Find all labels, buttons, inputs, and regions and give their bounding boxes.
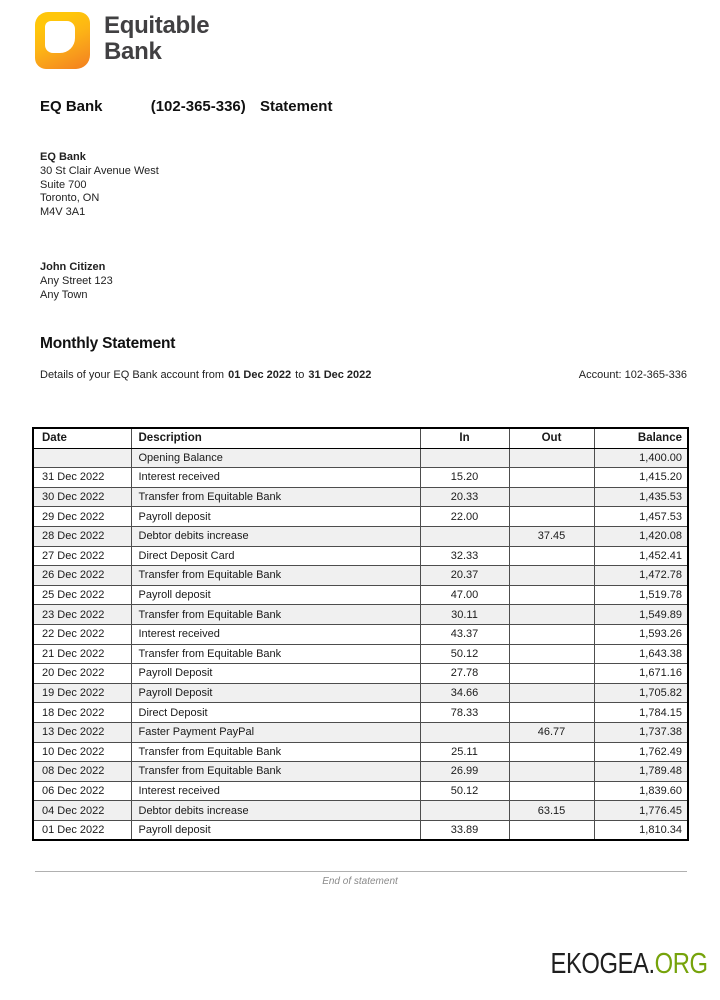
cell-in: 78.33	[420, 703, 509, 723]
cell-description: Debtor debits increase	[131, 801, 420, 821]
bank-address-block	[40, 151, 159, 220]
cell-date: 10 Dec 2022	[33, 742, 131, 762]
cell-date: 31 Dec 2022	[33, 468, 131, 488]
ekogea-watermark	[551, 948, 708, 981]
cell-balance: 1,762.49	[594, 742, 688, 762]
cell-description: Payroll deposit	[131, 507, 420, 527]
cell-date: 04 Dec 2022	[33, 801, 131, 821]
cell-balance: 1,457.53	[594, 507, 688, 527]
cell-date: 26 Dec 2022	[33, 566, 131, 586]
cell-out	[509, 683, 594, 703]
cell-out: 63.15	[509, 801, 594, 821]
cell-description: Transfer from Equitable Bank	[131, 566, 420, 586]
cell-description: Opening Balance	[131, 448, 420, 468]
table-row	[33, 762, 688, 782]
table-row	[33, 605, 688, 625]
cell-in: 20.37	[420, 566, 509, 586]
cell-date: 29 Dec 2022	[33, 507, 131, 527]
cell-in: 33.89	[420, 820, 509, 840]
customer-name: John Citizen	[40, 261, 106, 273]
table-row	[33, 781, 688, 801]
header-balance: Balance	[594, 428, 688, 448]
section-heading: Monthly Statement	[40, 335, 176, 352]
table-row	[33, 703, 688, 723]
cell-out	[509, 624, 594, 644]
table-row	[33, 820, 688, 840]
bank-address-line: M4V 3A1	[40, 206, 86, 219]
cell-balance: 1,472.78	[594, 566, 688, 586]
cell-in	[420, 722, 509, 742]
cell-description: Faster Payment PayPal	[131, 722, 420, 742]
cell-out: 46.77	[509, 722, 594, 742]
cell-in: 47.00	[420, 585, 509, 605]
header-in: In	[420, 428, 509, 448]
table-row	[33, 683, 688, 703]
cell-balance: 1,810.34	[594, 820, 688, 840]
table-row	[33, 585, 688, 605]
end-of-statement-text: End of statement	[322, 876, 398, 887]
cell-description: Payroll Deposit	[131, 683, 420, 703]
cell-date: 25 Dec 2022	[33, 585, 131, 605]
cell-out	[509, 468, 594, 488]
cell-balance: 1,784.15	[594, 703, 688, 723]
cell-in: 25.11	[420, 742, 509, 762]
cell-out	[509, 820, 594, 840]
table-row	[33, 468, 688, 488]
table-row	[33, 546, 688, 566]
statement-title-label: Statement	[259, 98, 333, 115]
cell-date: 18 Dec 2022	[33, 703, 131, 723]
cell-in: 27.78	[420, 664, 509, 684]
wordmark-line1: Equitable	[104, 12, 210, 39]
cell-date: 08 Dec 2022	[33, 762, 131, 782]
table-row	[33, 448, 688, 468]
statement-title-bank: EQ Bank	[40, 98, 103, 115]
cell-balance: 1,671.16	[594, 664, 688, 684]
table-row	[33, 664, 688, 684]
cell-out	[509, 566, 594, 586]
cell-date: 23 Dec 2022	[33, 605, 131, 625]
table-row	[33, 722, 688, 742]
bank-address-line: Suite 700	[40, 178, 87, 191]
cell-in: 50.12	[420, 781, 509, 801]
cell-balance: 1,839.60	[594, 781, 688, 801]
cell-date: 27 Dec 2022	[33, 546, 131, 566]
cell-description: Interest received	[131, 468, 420, 488]
cell-description: Payroll deposit	[131, 820, 420, 840]
account-number-label: Account: 102-365-336	[578, 369, 687, 381]
header-date: Date	[33, 428, 131, 448]
table-row	[33, 566, 688, 586]
bank-address-line: 30 St Clair Avenue West	[40, 164, 159, 177]
cell-date: 19 Dec 2022	[33, 683, 131, 703]
statement-title	[40, 98, 332, 115]
cell-out	[509, 546, 594, 566]
cell-out	[509, 448, 594, 468]
cell-description: Debtor debits increase	[131, 526, 420, 546]
table-header-row	[33, 428, 688, 448]
cell-out	[509, 703, 594, 723]
cell-in: 43.37	[420, 624, 509, 644]
cell-balance: 1,415.20	[594, 468, 688, 488]
cell-balance: 1,549.89	[594, 605, 688, 625]
watermark-name: EKOGEA.	[550, 948, 656, 980]
header-description: Description	[131, 428, 420, 448]
cell-description: Interest received	[131, 624, 420, 644]
statement-title-account: (102-365-336)	[150, 98, 246, 115]
cell-out	[509, 585, 594, 605]
statement-table-body	[33, 448, 688, 840]
customer-address-line: Any Street 123	[40, 274, 113, 287]
period-joiner: to	[295, 369, 305, 381]
cell-date: 13 Dec 2022	[33, 722, 131, 742]
cell-description: Transfer from Equitable Bank	[131, 762, 420, 782]
cell-date: 22 Dec 2022	[33, 624, 131, 644]
cell-in	[420, 801, 509, 821]
cell-balance: 1,789.48	[594, 762, 688, 782]
end-of-statement-rule	[35, 871, 687, 872]
cell-description: Interest received	[131, 781, 420, 801]
customer-address-line: Any Town	[40, 288, 88, 301]
table-row	[33, 507, 688, 527]
period-prefix: Details of your EQ Bank account from	[40, 369, 225, 381]
cell-out	[509, 742, 594, 762]
cell-in: 26.99	[420, 762, 509, 782]
cell-description: Payroll deposit	[131, 585, 420, 605]
table-row	[33, 644, 688, 664]
transactions-table-wrap	[32, 427, 689, 841]
table-row	[33, 801, 688, 821]
watermark-tld: ORG	[655, 948, 708, 980]
table-row	[33, 742, 688, 762]
cell-out	[509, 762, 594, 782]
cell-description: Direct Deposit	[131, 703, 420, 723]
cell-date: 06 Dec 2022	[33, 781, 131, 801]
cell-in: 15.20	[420, 468, 509, 488]
bank-name: EQ Bank	[40, 151, 86, 163]
wordmark-line2: Bank	[104, 38, 162, 65]
cell-out	[509, 605, 594, 625]
bank-wordmark	[104, 13, 209, 65]
cell-balance: 1,593.26	[594, 624, 688, 644]
cell-in: 22.00	[420, 507, 509, 527]
cell-description: Transfer from Equitable Bank	[131, 644, 420, 664]
cell-in	[420, 526, 509, 546]
cell-balance: 1,737.38	[594, 722, 688, 742]
statement-period	[40, 369, 372, 381]
cell-description: Direct Deposit Card	[131, 546, 420, 566]
cell-in: 50.12	[420, 644, 509, 664]
cell-balance: 1,705.82	[594, 683, 688, 703]
cell-out: 37.45	[509, 526, 594, 546]
cell-description: Transfer from Equitable Bank	[131, 742, 420, 762]
cell-in: 30.11	[420, 605, 509, 625]
header-out: Out	[509, 428, 594, 448]
cell-date: 21 Dec 2022	[33, 644, 131, 664]
cell-in: 32.33	[420, 546, 509, 566]
statement-details-row	[40, 369, 687, 381]
cell-balance: 1,452.41	[594, 546, 688, 566]
cell-date: 20 Dec 2022	[33, 664, 131, 684]
cell-out	[509, 781, 594, 801]
cell-description: Transfer from Equitable Bank	[131, 487, 420, 507]
period-from-date: 01 Dec 2022	[228, 369, 292, 381]
cell-balance: 1,519.78	[594, 585, 688, 605]
cell-balance: 1,435.53	[594, 487, 688, 507]
cell-date	[33, 448, 131, 468]
cell-description: Transfer from Equitable Bank	[131, 605, 420, 625]
table-row	[33, 487, 688, 507]
transactions-table	[32, 427, 689, 841]
bank-address-line: Toronto, ON	[40, 192, 100, 205]
cell-date: 28 Dec 2022	[33, 526, 131, 546]
cell-balance: 1,776.45	[594, 801, 688, 821]
cell-date: 01 Dec 2022	[33, 820, 131, 840]
cell-description: Payroll Deposit	[131, 664, 420, 684]
cell-in: 20.33	[420, 487, 509, 507]
cell-in	[420, 448, 509, 468]
cell-out	[509, 644, 594, 664]
period-to-date: 31 Dec 2022	[308, 369, 372, 381]
cell-balance: 1,643.38	[594, 644, 688, 664]
cell-out	[509, 487, 594, 507]
cell-balance: 1,400.00	[594, 448, 688, 468]
logo-hole	[45, 21, 75, 53]
customer-address-block	[40, 261, 113, 302]
cell-out	[509, 507, 594, 527]
table-row	[33, 526, 688, 546]
equitable-bank-logo-icon	[35, 12, 90, 69]
cell-in: 34.66	[420, 683, 509, 703]
cell-date: 30 Dec 2022	[33, 487, 131, 507]
cell-balance: 1,420.08	[594, 526, 688, 546]
table-row	[33, 624, 688, 644]
cell-out	[509, 664, 594, 684]
